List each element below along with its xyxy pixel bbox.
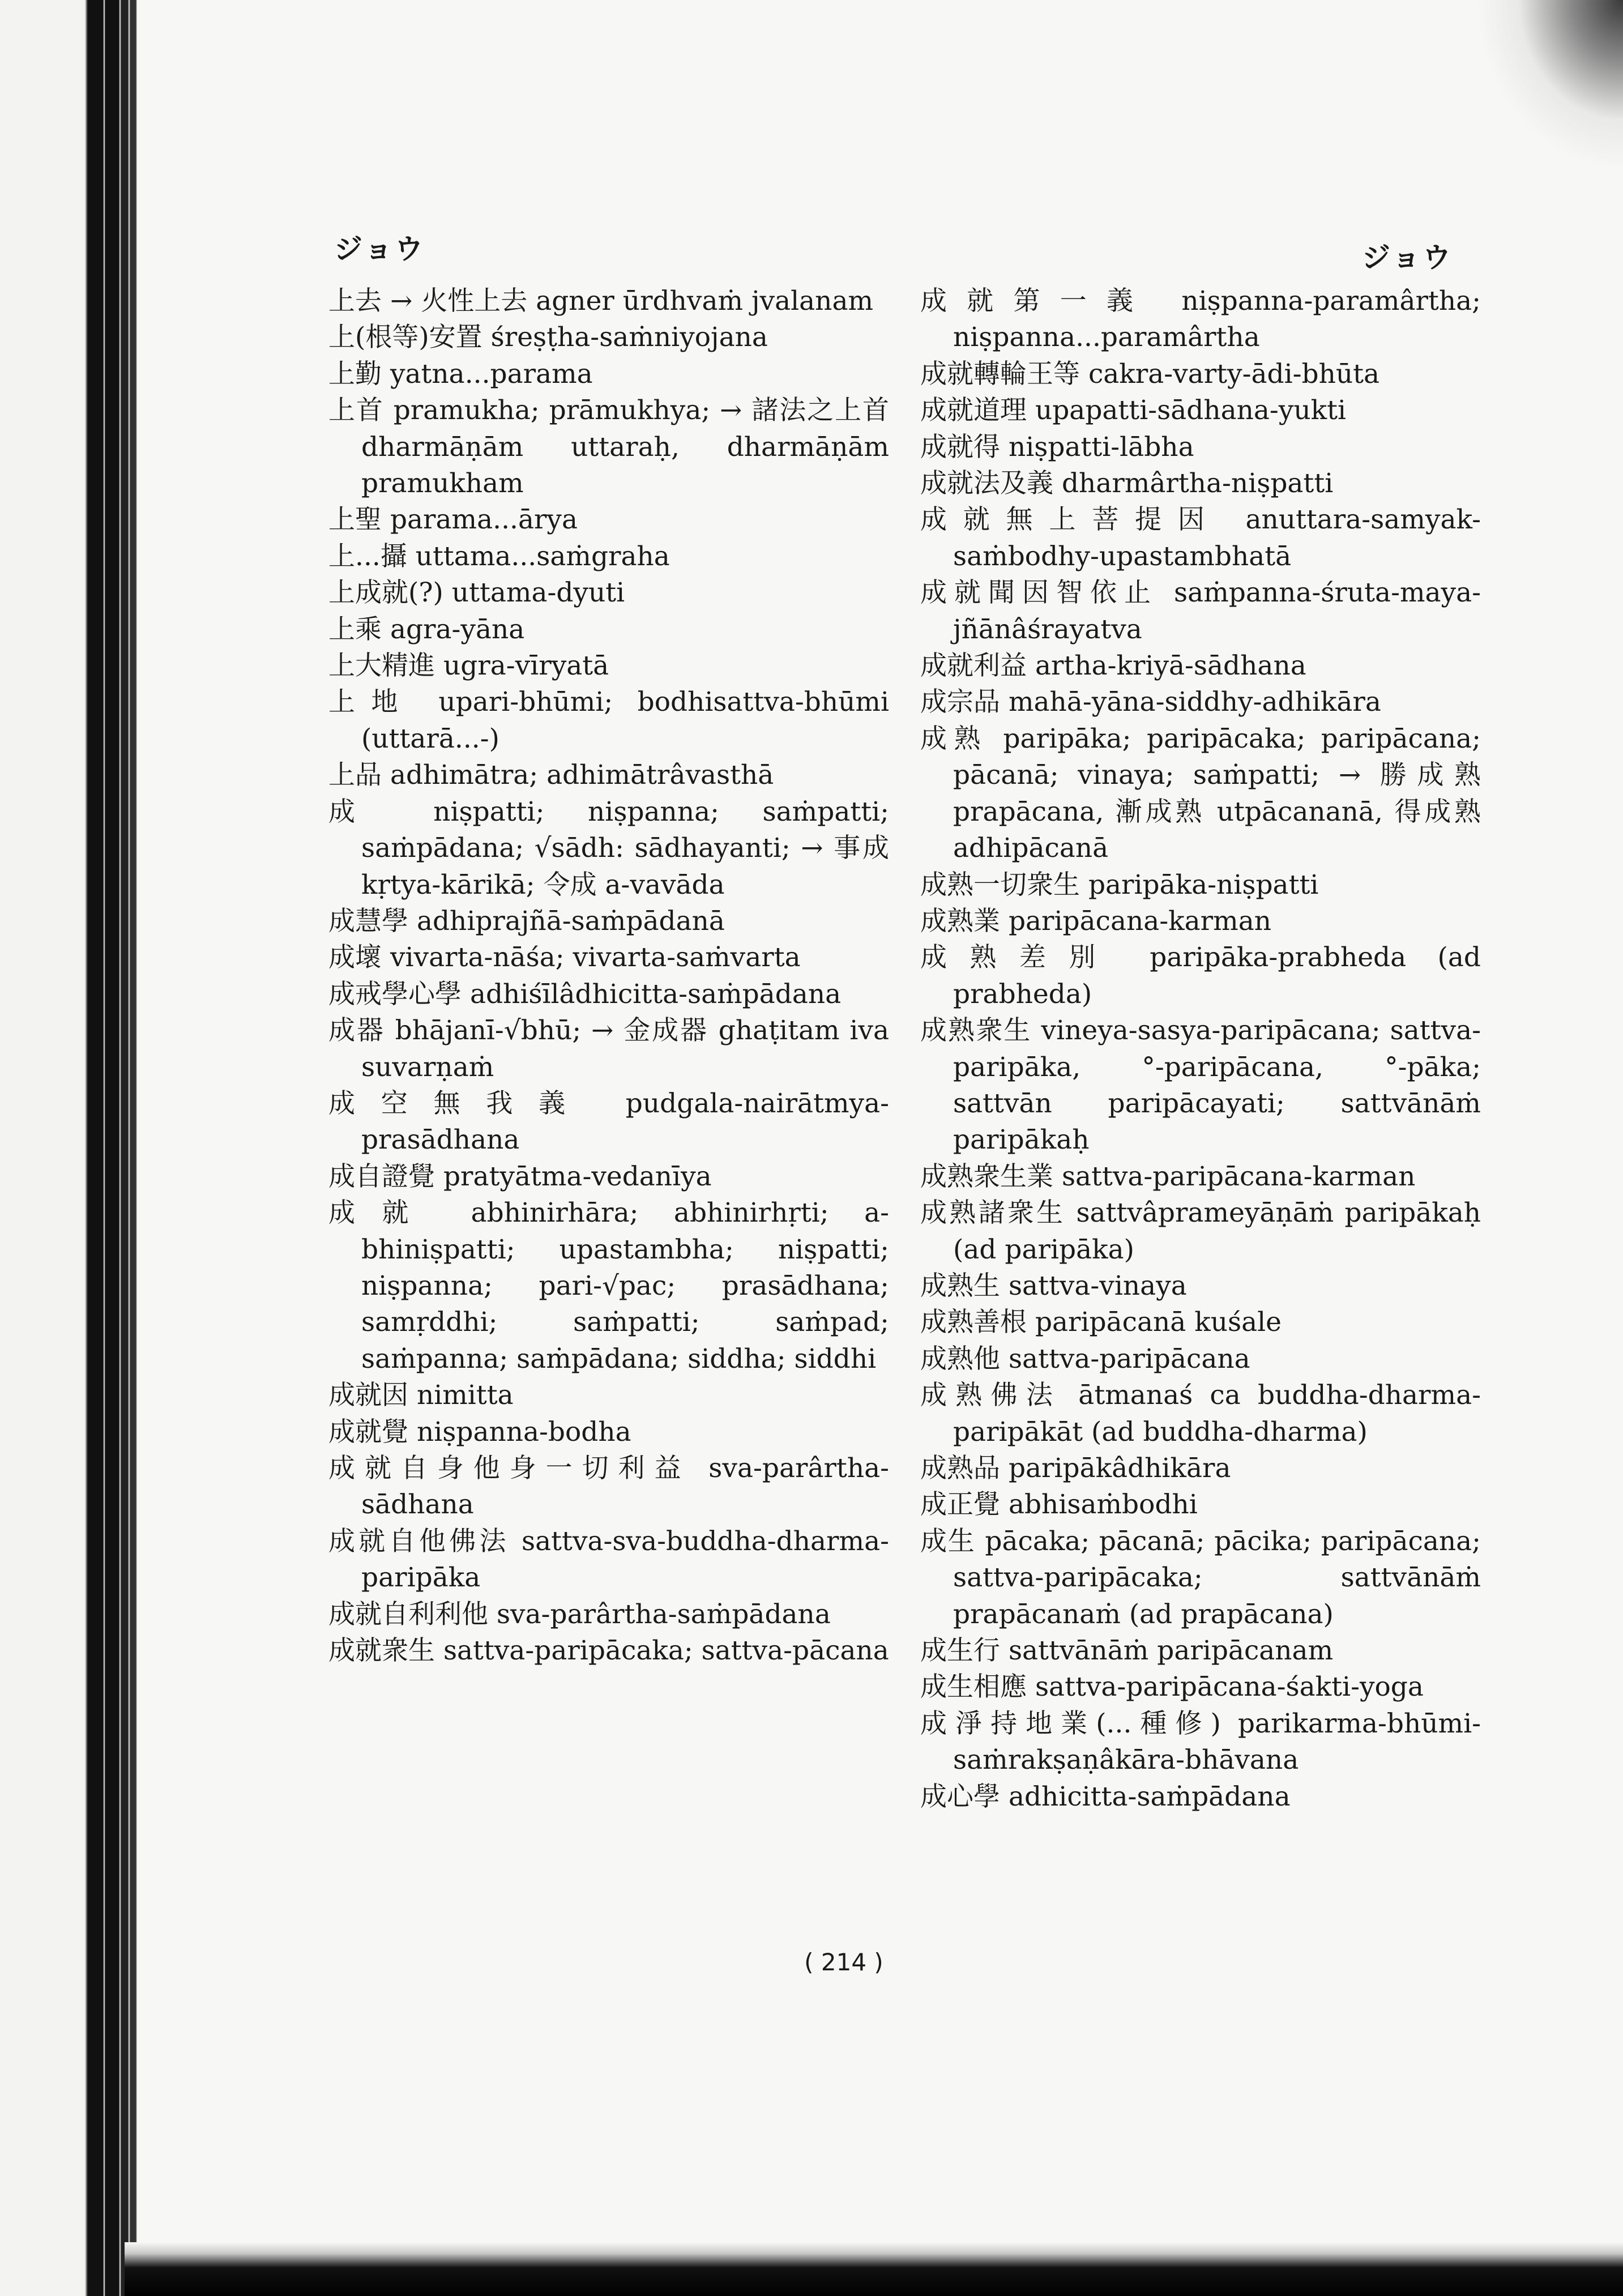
running-header-right: ジョウ	[1362, 241, 1453, 274]
dictionary-entry: 成熟他 sattva-paripācana	[920, 1343, 1250, 1375]
dictionary-entry: 成就利益 artha-kriyā-sādhana	[920, 650, 1306, 682]
dictionary-entry: 成空無我義 pudgala-nairātmya-prasādhana	[328, 1087, 889, 1156]
dictionary-entry: 成熟業 paripācana-karman	[920, 905, 1271, 937]
dictionary-entry: 成熟生 sattva-vinaya	[920, 1270, 1187, 1301]
dictionary-entry: 成器 bhājanī-√bhū; → 金成器 ghaṭitam iva suvarṇaṁ	[328, 1015, 889, 1083]
dictionary-entry: 上成就(?) uttama-dyuti	[328, 577, 625, 609]
dictionary-entry: 成就法及義 dharmârtha-niṣpatti	[920, 468, 1334, 500]
dictionary-entry: 成就轉輪王等 cakra-varty-ādi-bhūta	[920, 358, 1380, 390]
right-column	[920, 283, 1481, 1815]
dictionary-entry: 成就覺 niṣpanna-bodha	[328, 1416, 631, 1448]
dictionary-entry: 成就自利利他 sva-parârtha-saṁpādana	[328, 1598, 831, 1630]
dictionary-entry: 成就第一義 niṣpanna-paramârtha; niṣpanna...paramârtha	[920, 285, 1481, 353]
dictionary-entry: 成熟佛法 ātmanaś ca buddha-dharma-paripākāt (ad buddha-dharma)	[920, 1380, 1481, 1448]
dictionary-entry: 成熟衆生 vineya-sasya-paripācana; sattva-paripāka, °-paripācana, °-pāka; sattvān paripācayati; sattvānāṁ paripākaḥ	[920, 1015, 1481, 1156]
dictionary-entry: 成生相應 sattva-paripācana-śakti-yoga	[920, 1671, 1424, 1703]
dictionary-entry: 成就無上菩提因 anuttara-samyak-saṁbodhy-upastambhatā	[920, 504, 1481, 572]
left-column	[328, 283, 889, 1669]
dictionary-entry: 成熟 paripāka; paripācaka; paripācana; pācanā; vinaya; saṁpatti; → 勝成熟 prapācana, 漸成熟 utpācananā, 得成熟 adhipācanā	[920, 723, 1481, 864]
dictionary-entry: 成壞 vivarta-nāśa; vivarta-saṁvarta	[328, 942, 801, 974]
dictionary-entry: 上大精進 ugra-vīryatā	[328, 650, 609, 682]
scan-corner-shadow	[1476, 0, 1623, 170]
dictionary-entry: 上首 pramukha; prāmukhya; → 諸法之上首 dharmāṇām uttaraḥ, dharmāṇām pramukham	[328, 395, 889, 500]
dictionary-entry: 成心學 adhicitta-saṁpādana	[920, 1781, 1291, 1812]
dictionary-entry: 上勤 yatna...parama	[328, 358, 593, 390]
dictionary-entry: 上乘 agra-yāna	[328, 613, 525, 645]
dictionary-entry: 成就因 nimitta	[328, 1380, 514, 1411]
book-binding	[0, 0, 147, 2296]
dictionary-entry: 成就聞因智依止 saṁpanna-śruta-maya-jñānâśrayatva	[920, 577, 1481, 645]
running-header-left: ジョウ	[334, 233, 425, 266]
dictionary-entry: 成就 abhinirhāra; abhinirhṛti; a-bhiniṣpatti; upastambha; niṣpatti; niṣpanna; pari-√pac; prasādhana; samṛddhi; saṁpatti; saṁpad; saṁpanna; saṁpādana; siddha; siddhi	[328, 1197, 889, 1375]
dictionary-entry: 成熟品 paripākâdhikāra	[920, 1453, 1231, 1484]
dictionary-entry: 成就得 niṣpatti-lābha	[920, 431, 1194, 463]
dictionary-entry: 成自證覺 pratyātma-vedanīya	[328, 1160, 712, 1192]
dictionary-entry: 成就衆生 sattva-paripācaka; sattva-pācana	[328, 1635, 889, 1667]
page-number: ( 214 )	[804, 1948, 883, 1976]
dictionary-entry: 上聖 parama...ārya	[328, 504, 578, 536]
dictionary-entry: 上(根等)安置 śreṣṭha-saṁniyojana	[328, 322, 768, 353]
dictionary-entry: 成熟一切衆生 paripāka-niṣpatti	[920, 869, 1319, 901]
dictionary-entry: 成戒學心學 adhiśīlâdhicitta-saṁpādana	[328, 978, 842, 1010]
dictionary-entry: 上...攝 uttama...saṁgraha	[328, 540, 670, 572]
dictionary-entry: 上品 adhimātra; adhimātrâvasthā	[328, 759, 774, 791]
dictionary-entry: 上去 → 火性上去 agner ūrdhvaṁ jvalanam	[328, 285, 874, 317]
dictionary-entry: 成宗品 mahā-yāna-siddhy-adhikāra	[920, 686, 1381, 718]
dictionary-entry: 成正覺 abhisaṁbodhi	[920, 1489, 1198, 1521]
dictionary-entry: 成就道理 upapatti-sādhana-yukti	[920, 395, 1347, 426]
dictionary-entry: 成淨持地業(...種修) parikarma-bhūmi-saṁrakṣaṇâkāra-bhāvana	[920, 1708, 1481, 1776]
dictionary-entry: 上地 upari-bhūmi; bodhisattva-bhūmi (uttarā...-)	[328, 686, 889, 754]
dictionary-entry: 成慧學 adhiprajñā-saṁpādanā	[328, 905, 725, 937]
dictionary-entry: 成就自他佛法 sattva-sva-buddha-dharma-paripāka	[328, 1525, 889, 1594]
dictionary-entry: 成熟善根 paripācanā kuśale	[920, 1307, 1282, 1338]
dictionary-entry: 成生行 sattvānāṁ paripācanam	[920, 1635, 1334, 1667]
dictionary-entry: 成就自身他身一切利益 sva-parârtha-sādhana	[328, 1453, 889, 1521]
dictionary-entry: 成熟諸衆生 sattvâprameyāṇāṁ paripākaḥ (ad paripāka)	[920, 1197, 1481, 1265]
dictionary-entry: 成熟差別 paripāka-prabheda (ad prabheda)	[920, 942, 1481, 1010]
dictionary-entry: 成 niṣpatti; niṣpanna; saṁpatti; saṁpādana; √sādh: sādhayanti; → 事成 kṛtya-kārikā; 令成 a-vavāda	[328, 796, 889, 901]
dictionary-entry: 成生 pācaka; pācanā; pācika; paripācana; sattva-paripācaka; sattvānāṁ prapācanaṁ (ad prapācana)	[920, 1525, 1481, 1630]
scan-bottom-edge	[125, 2242, 1623, 2296]
dictionary-entry: 成熟衆生業 sattva-paripācana-karman	[920, 1160, 1416, 1192]
